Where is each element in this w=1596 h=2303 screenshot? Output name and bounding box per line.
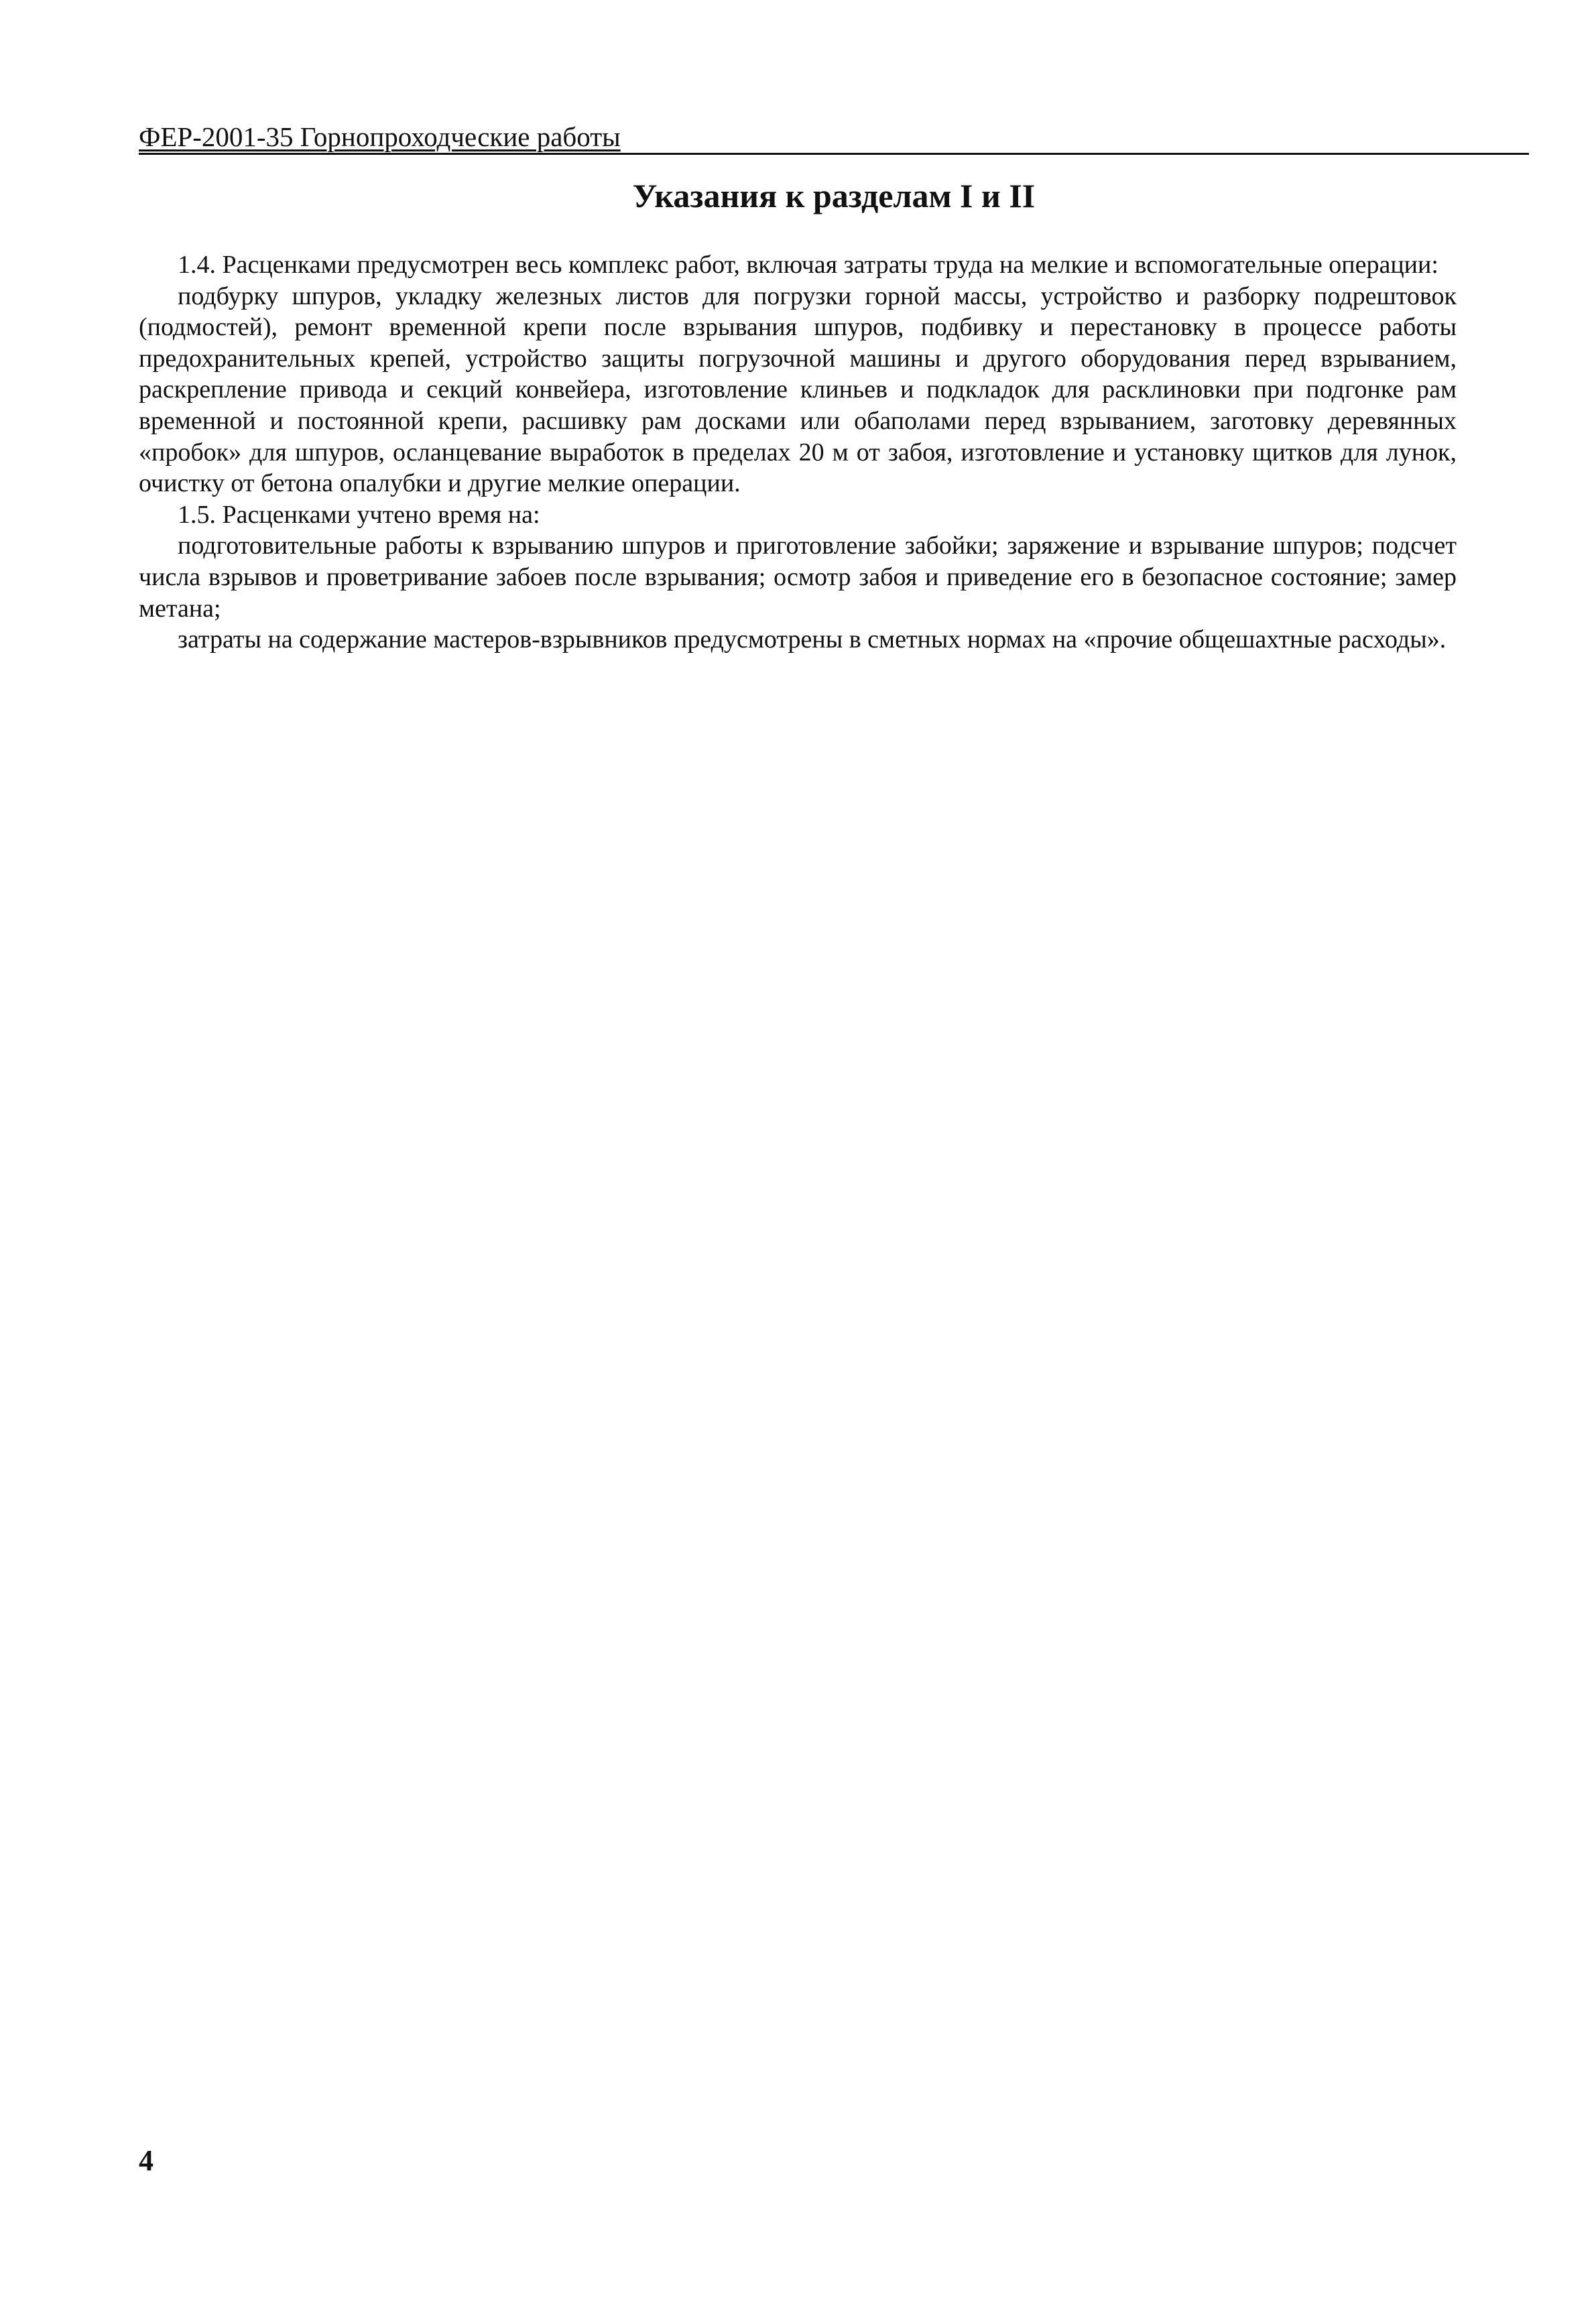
paragraph-1-5-list: подготовительные работы к взрыванию шпуров и приготовление забойки; заряжение и взрывание шпуров; подсчет числа взрывов и проветривание забоев после взрывания; осмотр забоя и приведение его в безопасное состояние; замер метана;	[139, 532, 1457, 623]
paragraph-1-4: 1.4. Расценками предусмотрен весь комплекс работ, включая затраты труда на мелкие и вспомогательные операции:	[178, 251, 1438, 279]
section-title: Указания к разделам I и II	[632, 177, 1036, 214]
header-rule	[139, 153, 1529, 155]
document-body	[139, 249, 1457, 656]
paragraph-1-5: 1.5. Расценками учтено время на:	[178, 500, 540, 529]
paragraph-1-4-list: подбурку шпуров, укладку железных листов для погрузки горной массы, устройство и разборку подрештовок (подмостей), ремонт временной крепи после взрывания шпуров, подбивку и перестановку в процессе работы предохранительных крепей, устройство защиты погрузочной машины и другого оборудования перед взрыванием, раскрепление привода и секций конвейера, изготовление клиньев и подкладок для расклиновки при подгонке рам временной и постоянной крепи, расшивку рам досками или обаполами перед взрыванием, заготовку деревянных «пробок» для шпуров, осланцевание выработок в пределах 20 м от забоя, изготовление и установку щитков для лунок, очистку от бетона опалубки и другие мелкие операции.	[139, 282, 1457, 498]
paragraph-1-5-note: затраты на содержание мастеров-взрывников предусмотрены в сметных нормах на «прочие общешахтные расходы».	[178, 625, 1447, 654]
page-number: 4	[139, 2144, 154, 2177]
running-header: ФЕР-2001-35 Горнопроходческие работы	[139, 121, 621, 152]
